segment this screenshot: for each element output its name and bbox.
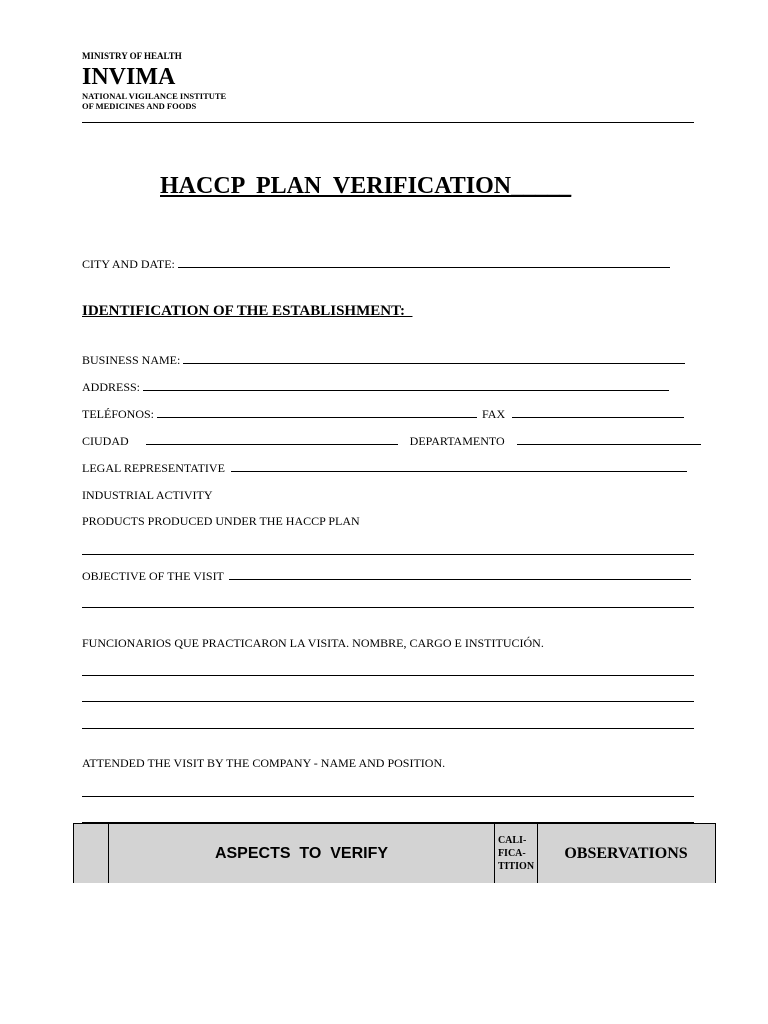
- business-name-field[interactable]: [183, 353, 685, 364]
- city-date-label: CITY AND DATE:: [82, 257, 175, 271]
- phones-field[interactable]: [157, 407, 477, 418]
- legal-rep-row: [82, 460, 687, 476]
- city-date-field[interactable]: [178, 257, 670, 268]
- qualification-label-part3: TITION: [497, 861, 535, 872]
- city-label: CIUDAD: [82, 434, 129, 448]
- officials-line-2[interactable]: [82, 701, 694, 702]
- aspects-column-label: ASPECTS TO VERIFY: [214, 844, 389, 862]
- objective-label: OBJECTIVE OF THE VISIT: [82, 569, 224, 583]
- objective-line-2[interactable]: [82, 607, 694, 608]
- department-label: DEPARTAMENTO: [409, 434, 505, 448]
- qualification-column-label: [498, 834, 534, 873]
- legal-rep-field[interactable]: [231, 461, 687, 472]
- attended-line-1[interactable]: [82, 796, 694, 797]
- verification-table-header: [73, 823, 716, 883]
- agency-name: INVIMA: [82, 64, 176, 90]
- products-line[interactable]: [82, 554, 694, 555]
- industrial-activity-label: INDUSTRIAL ACTIVITY: [82, 488, 213, 502]
- ministry-label: MINISTRY OF HEALTH: [82, 51, 182, 61]
- phones-row: [82, 406, 684, 422]
- business-name-label: BUSINESS NAME:: [82, 353, 181, 367]
- address-row: [82, 379, 669, 395]
- qualification-label-part2: FICA-: [497, 848, 526, 859]
- fax-field[interactable]: [512, 407, 684, 418]
- table-index-column-header: [74, 824, 109, 883]
- city-date-row: [82, 256, 670, 272]
- observations-column-header: [538, 824, 714, 883]
- header-divider: [82, 122, 694, 123]
- city-department-row: [82, 433, 701, 449]
- address-field[interactable]: [143, 380, 669, 391]
- officials-label: FUNCIONARIOS QUE PRACTICARON LA VISITA. NOMBRE, CARGO E INSTITUCIÓN.: [82, 636, 544, 650]
- observations-column-label: OBSERVATIONS: [564, 844, 688, 862]
- officials-line-1[interactable]: [82, 675, 694, 676]
- attended-label: ATTENDED THE VISIT BY THE COMPANY - NAME AND POSITION.: [82, 756, 446, 770]
- qualification-column-header: [495, 824, 538, 883]
- officials-line-3[interactable]: [82, 728, 694, 729]
- agency-subtitle-line1: NATIONAL VIGILANCE INSTITUTE: [82, 91, 227, 101]
- objective-row: [82, 568, 691, 584]
- legal-rep-label: LEGAL REPRESENTATIVE: [82, 461, 225, 475]
- aspects-column-header: [109, 824, 495, 883]
- section-title: IDENTIFICATION OF THE ESTABLISHMENT:: [82, 303, 413, 319]
- qualification-label-part1: CALI-: [497, 835, 527, 846]
- agency-subtitle-line2: OF MEDICINES AND FOODS: [82, 101, 197, 111]
- address-label: ADDRESS:: [82, 380, 141, 394]
- city-field[interactable]: [146, 434, 398, 445]
- fax-label: FAX: [482, 407, 506, 421]
- agency-subtitle: [82, 91, 322, 111]
- business-name-row: [82, 352, 685, 368]
- document-title: HACCP PLAN VERIFICATION_____: [160, 173, 572, 199]
- objective-field[interactable]: [229, 569, 691, 580]
- products-label: PRODUCTS PRODUCED UNDER THE HACCP PLAN: [82, 514, 360, 528]
- phones-label: TELÉFONOS:: [82, 407, 154, 421]
- department-field[interactable]: [517, 434, 701, 445]
